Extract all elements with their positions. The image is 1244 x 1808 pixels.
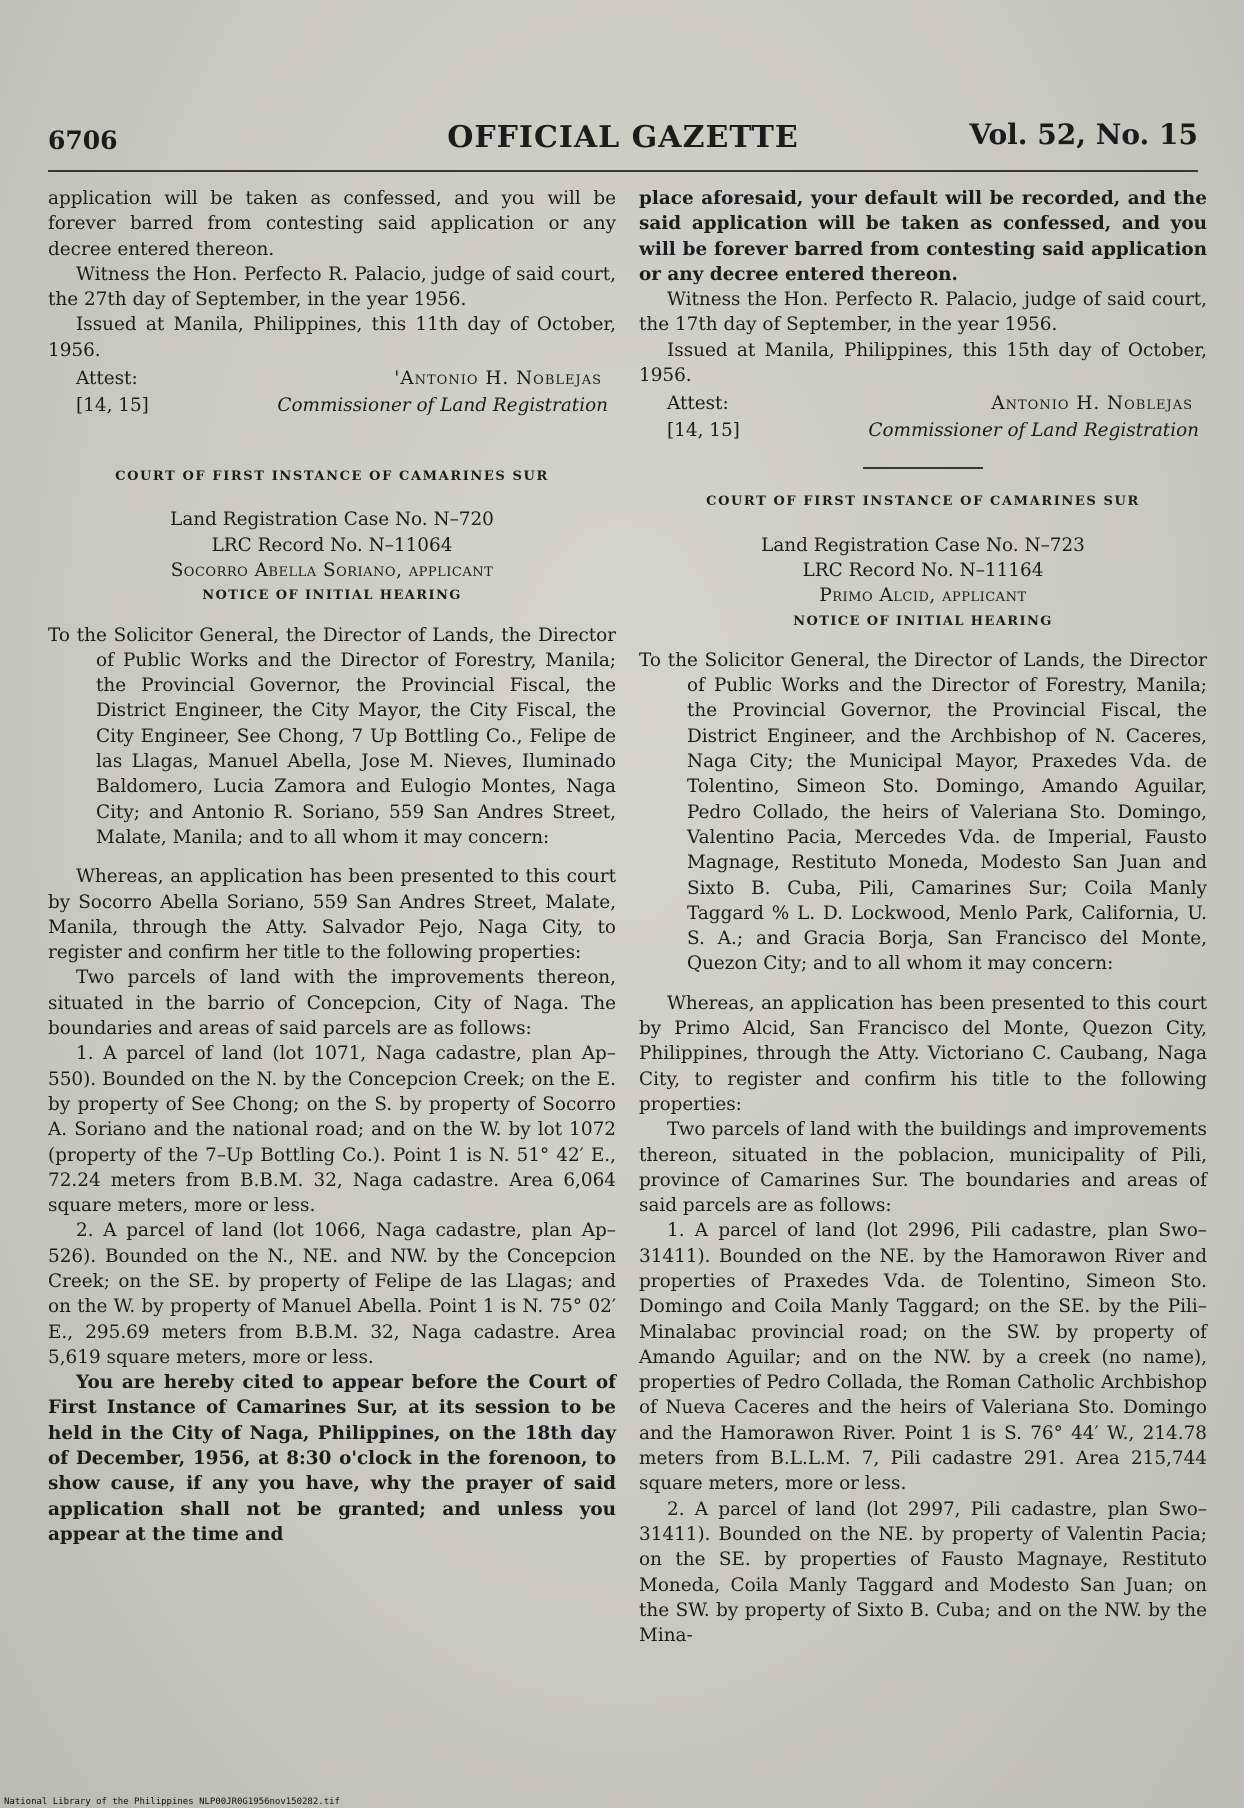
- issued-paragraph: Issued at Manila, Philippines, this 15th day of October, 1956.: [639, 339, 1207, 387]
- volume-number: Vol. 52, No. 15: [969, 118, 1198, 151]
- applicant-line: Primo Alcid, applicant: [819, 585, 1027, 607]
- attest-block: [639, 391, 1207, 445]
- witness-paragraph: Witness the Hon. Perfecto R. Palacio, judge of said court, the 17th day of September, in the year 1956.: [639, 289, 1207, 336]
- attest-label: Attest:: [667, 393, 729, 415]
- parcels-intro: Two parcels of land with the improvements thereon, situated in the barrio of Concepcion, City of Naga. The boundaries and areas of said parcels are as follows:: [48, 967, 616, 1040]
- publication-title: OFFICIAL GAZETTE: [447, 120, 799, 155]
- lrc-record: LRC Record No. N–11064: [211, 534, 453, 556]
- carryover-paragraph: place aforesaid, your default will be recorded, and the said application will be taken as confessed, and you will be forever barred from contesting said application or any decree entered thereon.: [639, 188, 1207, 285]
- scan-footer: National Library of the Philippines NLP00JR0G1956nov150282.tif: [4, 1797, 340, 1807]
- parcel-2: 2. A parcel of land (lot 2997, Pili cadastre, plan Swo–31411). Bounded on the NE. by property of Valentin Pacia; on the SE. by properties of Fausto Magnaye, Restituto Moneda, Coila Manly Taggard and Modesto San Juan; on the SW. by property of Sixto B. Cuba; and on the NW. by the Mina-: [639, 1498, 1207, 1647]
- page-header: [48, 118, 1198, 158]
- left-column: [48, 186, 616, 1547]
- attest-name: 'Antonio H. Noblejas: [394, 368, 602, 390]
- notice-heading: NOTICE OF INITIAL HEARING: [793, 613, 1053, 629]
- section-divider: [863, 467, 983, 469]
- witness-paragraph: Witness the Hon. Perfecto R. Palacio, judge of said court, the 27th day of September, in the year 1956.: [48, 263, 616, 311]
- attest-ref: [14, 15]: [667, 420, 740, 442]
- whereas-paragraph: Whereas, an application has been presented to this court by Primo Alcid, San Francisco del Monte, Quezon City, Philippines, through the Atty. Victoriano C. Caubang, Naga City, to register and confirm his title to the following properties:: [639, 992, 1207, 1115]
- attest-label: Attest:: [76, 368, 138, 390]
- parcel-1: 1. A parcel of land (lot 2996, Pili cadastre, plan Swo–31411). Bounded on the NE. by the Hamorawon River and properties of Praxedes Vda. de Tolentino, Simeon Sto. Domingo and Coila Manly Taggard; on the SE. by the Pili–Minalabac provincial road; on the SW. by property of Amando Aguilar; and on the NW. by a creek (no name), properties of Pedro Collada, the Roman Catholic Archbishop of Nueva Caceres and the heirs of Valeriana Sto. Domingo and the Hamorawon River. Point 1 is S. 76° 44′ W., 214.78 meters from B.L.L.M. 7, Pili cadastre 291. Area 215,744 square meters, more or less.: [639, 1220, 1207, 1495]
- attest-ref: [14, 15]: [76, 395, 149, 417]
- attest-name: Antonio H. Noblejas: [991, 393, 1193, 415]
- lrc-record: LRC Record No. N–11164: [802, 559, 1044, 581]
- attest-block: [48, 366, 616, 420]
- citation-paragraph: You are hereby cited to appear before the Court of First Instance of Camarines Sur, at its session to be held in the City of Naga, Philippines, on the 18th day of December, 1956, at 8:30 o'clock in the forenoon, to show cause, if any you have, why the prayer of said application shall not be granted; and unless you appear at the time and: [48, 1372, 616, 1545]
- case-number: Land Registration Case No. N–723: [761, 534, 1085, 556]
- parcel-1: 1. A parcel of land (lot 1071, Naga cadastre, plan Ap–550). Bounded on the N. by the Concepcion Creek; on the E. by property of See Chong; on the S. by property of Socorro A. Soriano and the national road; and on the W. by lot 1072 (property of the 7–Up Bottling Co.). Point 1 is N. 51° 42′ E., 72.24 meters from B.B.M. 32, Naga cadastre. Area 6,064 square meters, more or less.: [48, 1043, 616, 1217]
- addressee-paragraph: To the Solicitor General, the Director of Lands, the Director of Public Works and the Director of Forestry, Manila; the Provincial Governor, the Provincial Fiscal, the District Engineer, the City Mayor, the City Fiscal, the City Engineer, See Chong, 7 Up Bottling Co., Felipe de las Llagas, Manuel Abella, Jose M. Nieves, Iluminado Baldomero, Lucia Zamora and Eulogio Montes, Naga City; and Antonio R. Soriano, 559 San Andres Street, Malate, Manila; and to all whom it may concern:: [48, 624, 616, 848]
- notice-heading: NOTICE OF INITIAL HEARING: [202, 588, 462, 604]
- applicant-line: Socorro Abella Soriano, applicant: [170, 559, 494, 581]
- whereas-paragraph: Whereas, an application has been presented to this court by Socorro Abella Soriano, 559 San Andres Street, Malate, Manila, through the Atty. Salvador Pejo, Naga City, to register and confirm her title to the following properties:: [48, 866, 616, 964]
- court-heading: COURT OF FIRST INSTANCE OF CAMARINES SUR: [115, 469, 549, 485]
- court-heading: COURT OF FIRST INSTANCE OF CAMARINES SUR: [706, 494, 1140, 510]
- attest-title: Commissioner of Land Registration: [868, 420, 1199, 442]
- carryover-paragraph: application will be taken as confessed, and you will be forever barred from contesting said application or any decree entered thereon.: [48, 188, 616, 260]
- parcels-intro: Two parcels of land with the buildings and improvements thereon, situated in the poblacion, municipality of Pili, province of Camarines Sur. The boundaries and areas of said parcels are as follows:: [639, 1119, 1207, 1217]
- addressee-paragraph: To the Solicitor General, the Director of Lands, the Director of Public Works and the Director of Forestry, Manila; the Provincial Governor, the Provincial Fiscal, the District Engineer, and the Archbishop of N. Caceres, Naga City; the Municipal Mayor, Praxedes Vda. de Tolentino, Simeon Sto. Domingo, Amando Aguilar, Pedro Collado, the heirs of Valeriana Sto. Domingo, Valentino Pacia, Mercedes Vda. de Imperial, Fausto Magnage, Restituto Moneda, Modesto San Juan and Sixto B. Cuba, Pili, Camarines Sur; Coila Manly Taggard % L. D. Lockwood, Menlo Park, California, U. S. A.; and Gracia Borja, San Francisco del Monte, Quezon City; and to all whom it may concern:: [639, 649, 1207, 975]
- case-number: Land Registration Case No. N–720: [170, 509, 494, 531]
- page-number: 6706: [48, 126, 118, 155]
- parcel-2: 2. A parcel of land (lot 1066, Naga cadastre, plan Ap–526). Bounded on the N., NE. and NW. by the Concepcion Creek; on the SE. by property of Felipe de las Llagas; and on the W. by property of Manuel Abella. Point 1 is N. 75° 02′ E., 295.69 meters from B.B.M. 32, Naga cadastre. Area 5,619 square meters, more or less.: [48, 1220, 616, 1368]
- attest-title: Commissioner of Land Registration: [277, 395, 608, 417]
- right-column: [639, 186, 1207, 1648]
- header-rule: [48, 170, 1198, 172]
- issued-paragraph: Issued at Manila, Philippines, this 11th day of October, 1956.: [48, 314, 616, 361]
